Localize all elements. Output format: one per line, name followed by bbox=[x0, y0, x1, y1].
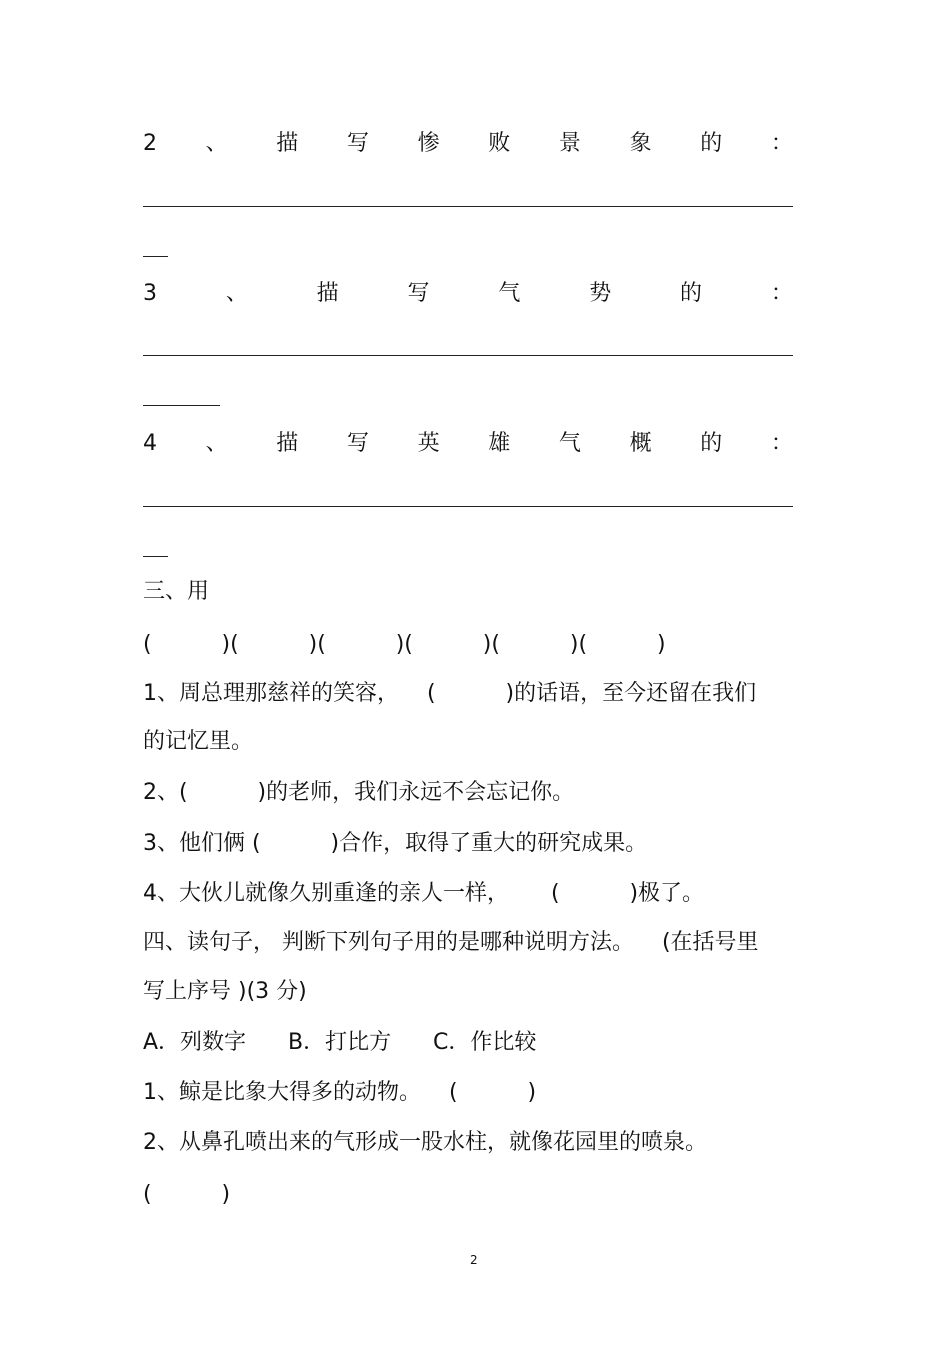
section4-heading: 四、读句子， 判断下列句子用的是哪种说明方法。 (在括号里 bbox=[143, 930, 759, 955]
char: 、 bbox=[205, 431, 228, 456]
char: 雄 bbox=[488, 431, 511, 456]
section4-answer-blank[interactable]: ( ) bbox=[143, 1182, 231, 1207]
section3-item: 2、( )的老师，我们永远不会忘记你。 bbox=[143, 780, 575, 805]
char: 的 bbox=[700, 131, 723, 156]
char: 败 bbox=[488, 131, 511, 156]
page-number: 2 bbox=[470, 1253, 478, 1267]
section3-item: 1、周总理那慈祥的笑容， ( )的话语，至今还留在我们 bbox=[143, 681, 757, 706]
char: 描 bbox=[276, 131, 299, 156]
char: 气 bbox=[498, 281, 521, 306]
answer-line-tail bbox=[143, 256, 168, 257]
char: ： bbox=[770, 281, 793, 306]
section4-item: 1、鲸是比象大得多的动物。 ( ) bbox=[143, 1080, 537, 1105]
section3-heading: 三、用 bbox=[143, 579, 210, 604]
char: 的 bbox=[680, 281, 703, 306]
answer-line-tail bbox=[143, 556, 168, 557]
char: 景 bbox=[558, 131, 581, 156]
q2-item-2 bbox=[143, 131, 793, 157]
char: 概 bbox=[629, 431, 652, 456]
char: 描 bbox=[316, 281, 339, 306]
char: 4 bbox=[143, 431, 157, 456]
char: ： bbox=[770, 431, 793, 456]
answer-line[interactable] bbox=[143, 506, 793, 507]
char: 3 bbox=[143, 281, 157, 306]
char: 象 bbox=[629, 131, 652, 156]
char: 写 bbox=[346, 131, 369, 156]
char: ： bbox=[770, 131, 793, 156]
answer-line[interactable] bbox=[143, 206, 793, 207]
answer-line-tail bbox=[143, 405, 220, 406]
section4-item: 2、从鼻孔喷出来的气形成一股水柱，就像花园里的喷泉。 bbox=[143, 1130, 707, 1155]
char: 惨 bbox=[417, 131, 440, 156]
section3-item: 4、大伙儿就像久别重逢的亲人一样， ( )极了。 bbox=[143, 881, 705, 906]
char: 描 bbox=[276, 431, 299, 456]
char: 写 bbox=[407, 281, 430, 306]
char: 、 bbox=[225, 281, 248, 306]
answer-line[interactable] bbox=[143, 355, 793, 356]
section3-item: 3、他们俩 ( )合作，取得了重大的研究成果。 bbox=[143, 831, 648, 856]
char: 的 bbox=[700, 431, 723, 456]
section4-heading-cont: 写上序号 )(3 分) bbox=[143, 979, 307, 1004]
section4-options: A．列数字 B．打比方 C．作比较 bbox=[143, 1030, 537, 1055]
q2-item-4 bbox=[143, 431, 793, 457]
section3-blanks-row[interactable]: ( )( )( )( )( )( ) bbox=[143, 632, 666, 657]
q2-item-3 bbox=[143, 281, 793, 307]
char: 、 bbox=[205, 131, 228, 156]
char: 势 bbox=[589, 281, 612, 306]
char: 2 bbox=[143, 131, 157, 156]
char: 气 bbox=[558, 431, 581, 456]
char: 写 bbox=[346, 431, 369, 456]
char: 英 bbox=[417, 431, 440, 456]
section3-item-cont: 的记忆里。 bbox=[143, 729, 254, 754]
